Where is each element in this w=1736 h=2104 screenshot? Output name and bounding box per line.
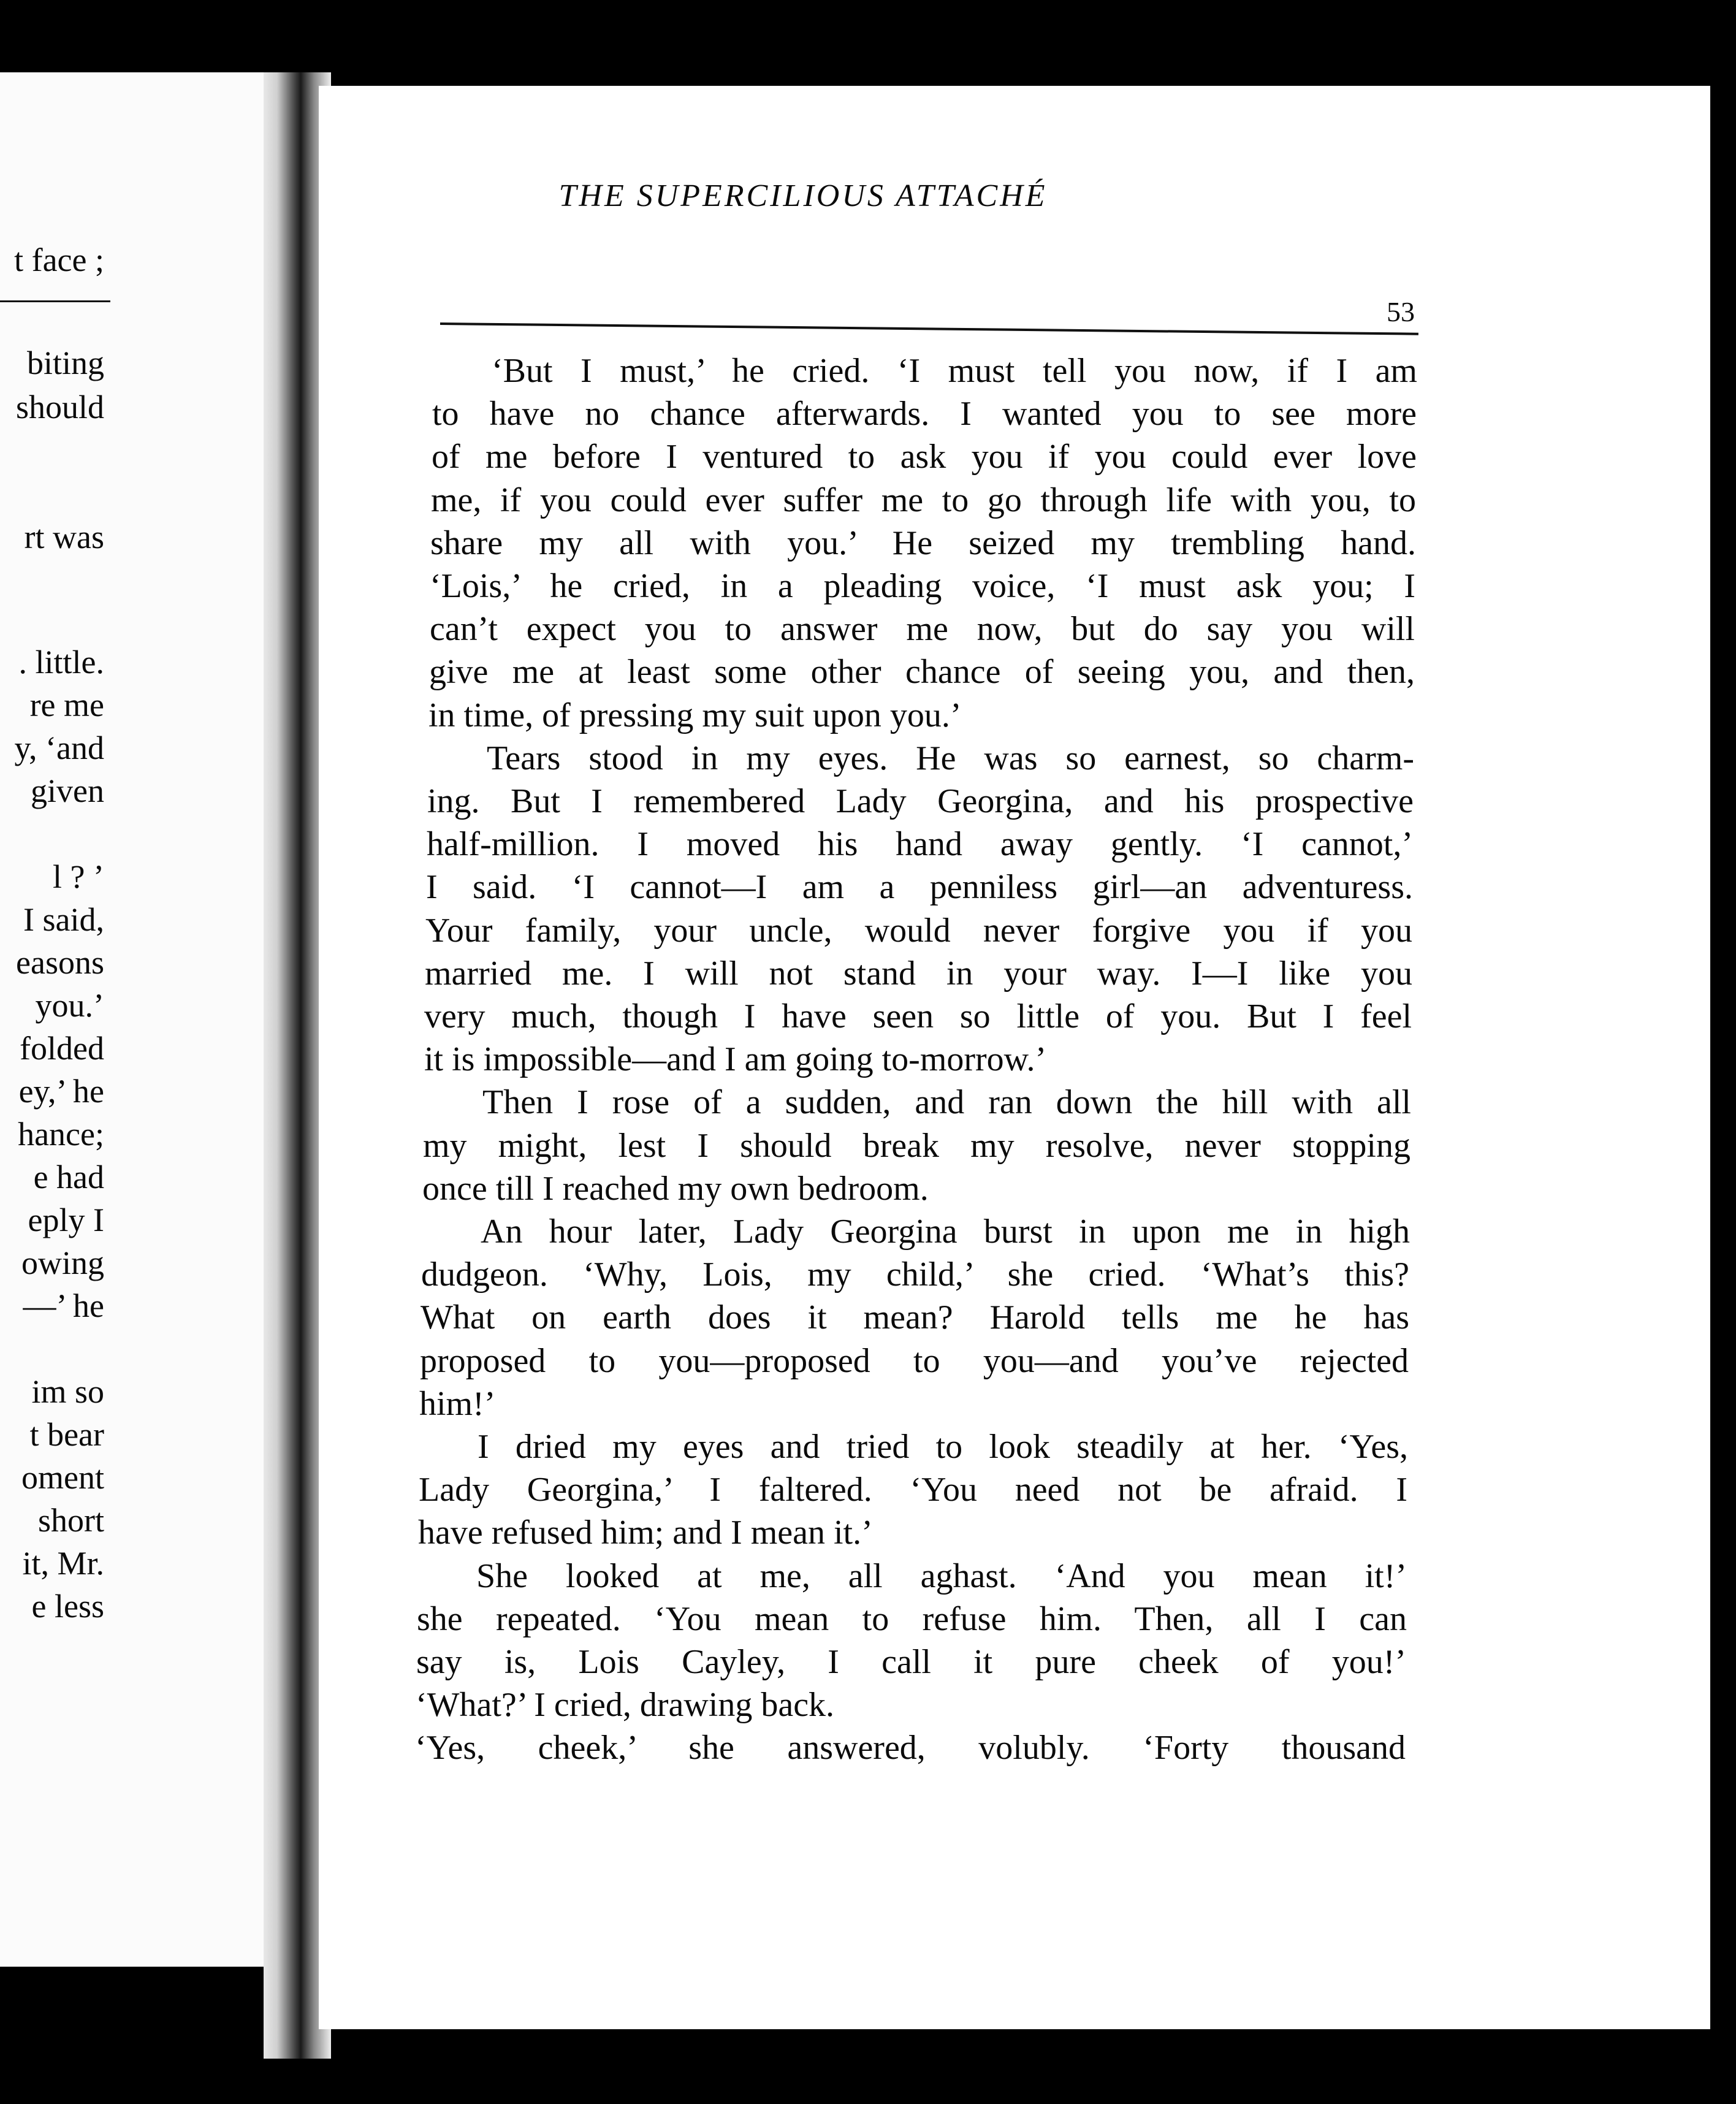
body-line: can’t expect you to answer me now, but do say you will <box>430 610 1415 649</box>
previous-page-line: rt was <box>24 519 104 555</box>
previous-page-line: you.’ <box>35 987 104 1024</box>
previous-page-line: easons <box>16 944 104 981</box>
body-line: half-million. I moved his hand away gently. ‘I cannot,’ <box>427 825 1413 864</box>
previous-page-line: t bear <box>29 1416 104 1453</box>
previous-page-line: e had <box>33 1159 104 1195</box>
previous-page-line: biting <box>26 345 104 381</box>
body-line: me, if you could ever suffer me to go through life with you, to <box>431 481 1416 519</box>
body-line: she repeated. ‘You mean to refuse him. Then, all I can <box>417 1599 1407 1638</box>
body-line: proposed to you—proposed to you—and you’ve rejected <box>420 1341 1409 1380</box>
previous-page-line: re me <box>29 687 104 723</box>
body-line: it is impossible—and I am going to-morrow.’ <box>424 1040 1047 1079</box>
body-line: Then I rose of a sudden, and ran down the hill with all <box>482 1083 1411 1122</box>
previous-page-line: owing <box>21 1244 104 1281</box>
body-line: ‘Lois,’ he cried, in a pleading voice, ‘I must ask you; I <box>430 567 1415 605</box>
previous-page-line: it, Mr. <box>22 1545 104 1582</box>
body-line: Tears stood in my eyes. He was so earnest, so charm- <box>487 739 1414 777</box>
body-line: ‘Yes, cheek,’ she answered, volubly. ‘Forty thousand <box>415 1729 1406 1767</box>
body-line: of me before I ventured to ask you if you could ever love <box>432 438 1417 476</box>
body-line: I said. ‘I cannot—I am a penniless girl—an adventuress. <box>426 868 1413 907</box>
previous-page-line: t face ; <box>14 242 104 278</box>
body-line: What on earth does it mean? Harold tells me he has <box>421 1298 1409 1337</box>
body-line: share my all with you.’ He seized my trembling hand. <box>430 524 1416 562</box>
body-line: my might, lest I should break my resolve, never stopping <box>423 1126 1410 1165</box>
body-line: She looked at me, all aghast. ‘And you mean it!’ <box>476 1557 1407 1595</box>
body-line: married me. I will not stand in your way. I—I like you <box>425 954 1412 993</box>
previous-page-line: im so <box>31 1373 104 1410</box>
body-line: dudgeon. ‘Why, Lois, my child,’ she cried. ‘What’s this? <box>421 1256 1409 1294</box>
body-line: ing. But I remembered Lady Georgina, and his prospective <box>427 782 1414 820</box>
previous-page-line: l ? ’ <box>53 858 104 895</box>
body-line: ‘But I must,’ he cried. ‘I must tell you now, if I am <box>492 352 1417 390</box>
body-line: ‘What?’ I cried, drawing back. <box>416 1686 835 1725</box>
previous-page-line: oment <box>21 1459 104 1496</box>
body-line: Lady Georgina,’ I faltered. ‘You need not be afraid. I <box>419 1471 1407 1509</box>
previous-page-line: short <box>38 1502 104 1539</box>
previous-page-line: hance; <box>18 1116 104 1153</box>
body-line: Your family, your uncle, would never forgive you if you <box>425 911 1412 950</box>
previous-page-line: e less <box>31 1588 104 1625</box>
previous-page-line: —’ he <box>23 1287 104 1324</box>
previous-page-line: . little. <box>18 644 104 680</box>
body-line: him!’ <box>419 1384 496 1423</box>
previous-page-line: given <box>31 772 104 809</box>
body-line: I dried my eyes and tried to look steadily at her. ‘Yes, <box>478 1428 1408 1466</box>
body-line: say is, Lois Cayley, I call it pure cheek of you!’ <box>416 1643 1406 1681</box>
body-line: have refused him; and I mean it.’ <box>418 1514 873 1552</box>
body-line: in time, of pressing my suit upon you.’ <box>428 696 962 734</box>
body-line: An hour later, Lady Georgina burst in upon me in high <box>481 1213 1410 1251</box>
running-title: THE SUPERCILIOUS ATTACHÉ <box>558 178 1048 213</box>
previous-page-line: y, ‘and <box>14 730 104 766</box>
body-line: very much, though I have seen so little of you. But I feel <box>424 997 1412 1035</box>
previous-page-line: eply I <box>28 1202 104 1238</box>
previous-page-line: I said, <box>23 901 104 938</box>
page-number: 53 <box>1387 296 1415 327</box>
body-line: give me at least some other chance of seeing you, and then, <box>429 653 1415 692</box>
body-line: to have no chance afterwards. I wanted you to see more <box>432 395 1417 433</box>
body-line: once till I reached my own bedroom. <box>422 1169 929 1208</box>
previous-page-line: ey,’ he <box>18 1073 104 1110</box>
previous-page-line: should <box>15 389 104 425</box>
previous-page-line: folded <box>20 1030 104 1067</box>
